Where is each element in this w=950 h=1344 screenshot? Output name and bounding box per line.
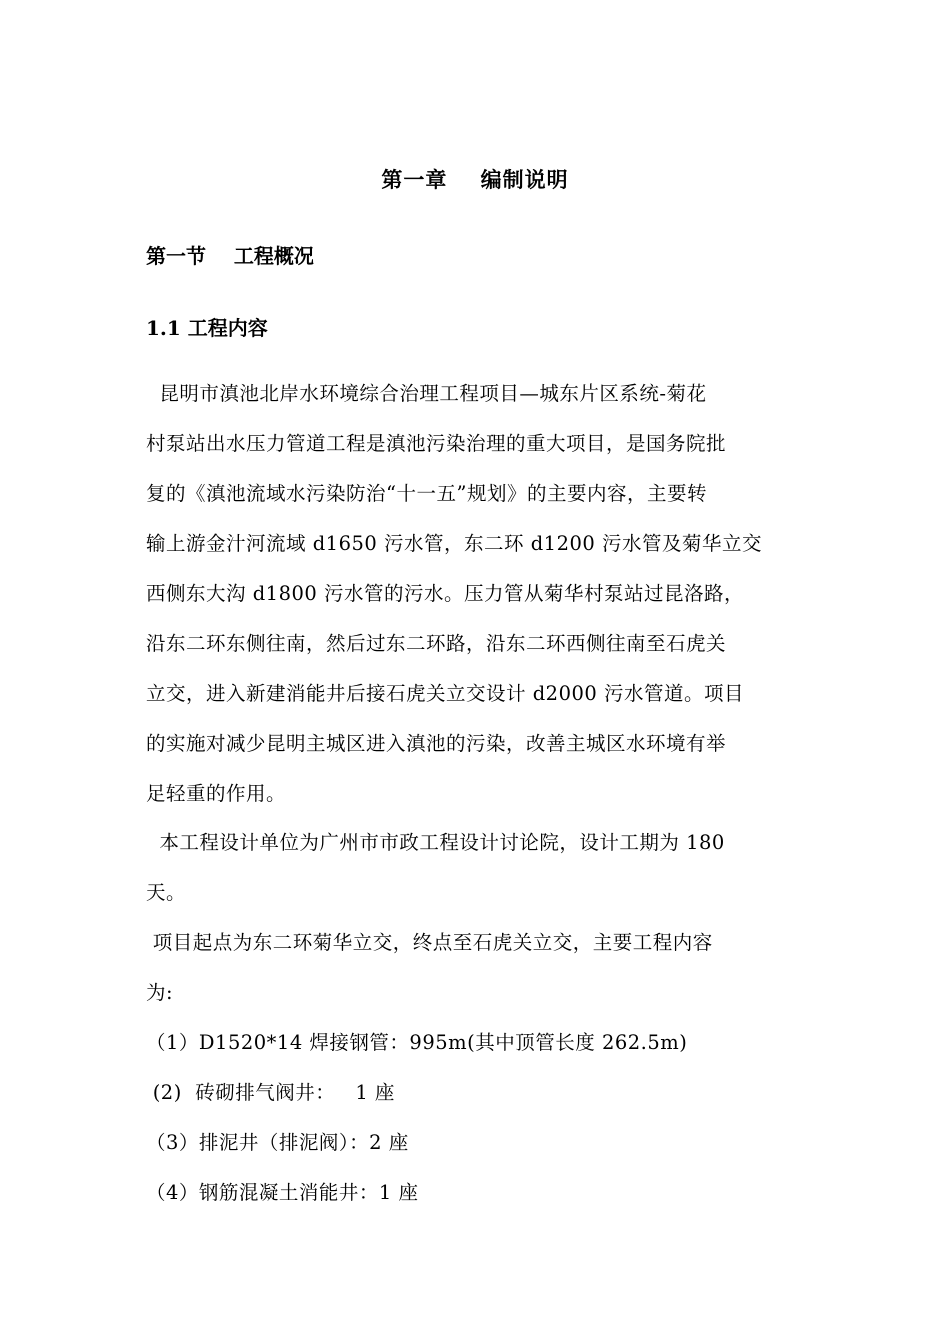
- paragraph-project-overview: [146, 369, 808, 819]
- chapter-title: 第一章 编制说明: [381, 167, 569, 192]
- text-line: 项目起点为东二环菊华立交，终点至石虎关立交，主要工程内容: [146, 931, 713, 954]
- text-line: 昆明市滇池北岸水环境综合治理工程项目—城东片区系统-菊花: [146, 382, 707, 405]
- list-item: (2) 砖砌排气阀井： 1 座: [146, 1081, 395, 1104]
- list-item: （3）排泥井（排泥阀）：2 座: [146, 1131, 409, 1154]
- text-line: 村泵站出水压力管道工程是滇池污染治理的重大项目，是国务院批: [146, 432, 727, 455]
- text-line: 足轻重的作用。: [146, 782, 287, 805]
- section-title: 第一节 工程概况: [146, 244, 314, 268]
- paragraph-scope: [146, 918, 808, 1018]
- text-line: 立交，进入新建消能井后接石虎关立交设计 d2000 污水管道。项目: [146, 682, 745, 705]
- list-item: （1）D1520*14 焊接钢管：995m(其中顶管长度 262.5m): [146, 1031, 688, 1054]
- text-line: 天。: [146, 881, 187, 904]
- list-item: （4）钢筋混凝土消能井：1 座: [146, 1181, 419, 1204]
- text-line: 西侧东大沟 d1800 污水管的污水。压力管从菊华村泵站过昆洛路，: [146, 582, 745, 605]
- paragraph-design-unit: [146, 818, 808, 918]
- work-items-list: [146, 1018, 808, 1218]
- text-line: 本工程设计单位为广州市市政工程设计讨论院，设计工期为 180: [146, 831, 725, 854]
- subsection-title: 1.1 工程内容: [146, 316, 268, 340]
- text-line: 输上游金汁河流域 d1650 污水管，东二环 d1200 污水管及菊华立交: [146, 532, 763, 555]
- text-line: 复的《滇池流域水污染防治“十一五”规划》的主要内容，主要转: [146, 482, 707, 505]
- text-line: 为:: [146, 981, 174, 1004]
- text-line: 的实施对减少昆明主城区进入滇池的污染，改善主城区水环境有举: [146, 732, 727, 755]
- text-line: 沿东二环东侧往南，然后过东二环路，沿东二环西侧往南至石虎关: [146, 632, 727, 655]
